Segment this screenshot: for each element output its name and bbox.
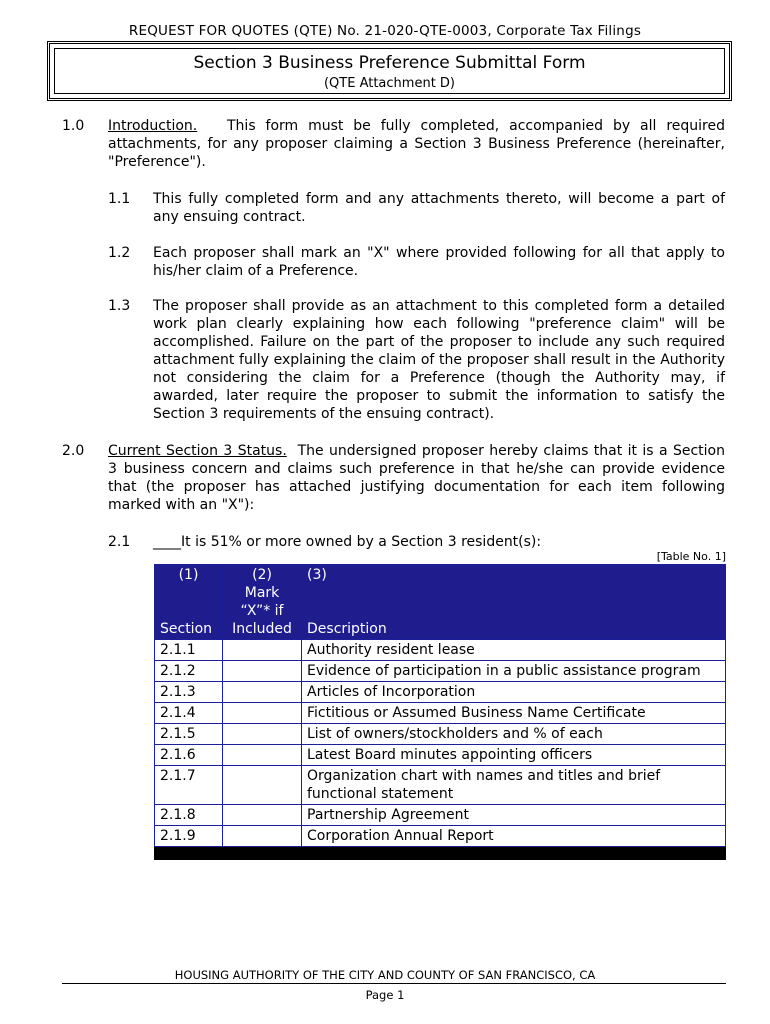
row-mark-cell[interactable] [223, 766, 302, 805]
row-description-cell: Evidence of participation in a public assistance program [302, 661, 726, 682]
row-section-cell: 2.1.5 [155, 724, 223, 745]
row-section-cell: 2.1.3 [155, 682, 223, 703]
row-mark-cell[interactable] [223, 703, 302, 724]
form-title: Section 3 Business Preference Submittal Form [193, 53, 586, 73]
row-section-cell: 2.1.2 [155, 661, 223, 682]
table-row [155, 703, 726, 724]
header-col3-label: Description [307, 621, 387, 637]
header-section-cell [155, 565, 223, 640]
table-row [155, 724, 726, 745]
row-section-cell: 2.1.6 [155, 745, 223, 766]
section-2-1-label: It is 51% or more owned by a Section 3 resident(s): [181, 534, 542, 550]
page-number: Page 1 [365, 988, 405, 1002]
section-1-3-number: 1.3 [108, 298, 131, 314]
footer-organization: HOUSING AUTHORITY OF THE CITY AND COUNTY OF SAN FRANCISCO, CA [174, 968, 596, 982]
table-header-row [155, 565, 726, 640]
row-description-cell: Latest Board minutes appointing officers [302, 745, 726, 766]
row-description-cell: Authority resident lease [302, 640, 726, 661]
section-1-paragraph [108, 117, 725, 171]
header-col2-x: “X”* if [240, 603, 284, 619]
row-mark-cell[interactable] [223, 682, 302, 703]
section-2-paragraph [108, 442, 725, 514]
form-subtitle: (QTE Attachment D) [323, 76, 455, 91]
table-row [155, 826, 726, 847]
row-section-cell: 2.1.7 [155, 766, 223, 805]
section-1-number: 1.0 [62, 118, 85, 134]
section-2-number: 2.0 [62, 443, 85, 459]
row-description-cell: Corporation Annual Report [302, 826, 726, 847]
section-2-1-number: 2.1 [108, 534, 131, 550]
section-2-heading: Current Section 3 Status. [108, 443, 287, 459]
section-2-text: The undersigned proposer hereby claims that it is a Section 3 business concern and claims such preference in that he/she can provide evidence that (the proposer has attached justifying documentation for each item following marked with an "X"): [108, 443, 725, 513]
row-description-cell: Fictitious or Assumed Business Name Certificate [302, 703, 726, 724]
row-mark-cell[interactable] [223, 640, 302, 661]
header-col1-number: (1) [178, 567, 199, 583]
row-mark-cell[interactable] [223, 661, 302, 682]
table-number-note: [Table No. 1] [656, 550, 726, 563]
table-footer-bar [155, 847, 726, 860]
row-description-cell: Partnership Agreement [302, 805, 726, 826]
header-col3-number: (3) [307, 567, 327, 583]
row-section-cell: 2.1.1 [155, 640, 223, 661]
table-row [155, 766, 726, 805]
evidence-table [154, 564, 726, 860]
row-section-cell: 2.1.9 [155, 826, 223, 847]
section-1-heading: Introduction. [108, 118, 198, 134]
header-col2-number: (2) [252, 567, 272, 583]
row-mark-cell[interactable] [223, 826, 302, 847]
table-row [155, 745, 726, 766]
document-header: REQUEST FOR QUOTES (QTE) No. 21-020-QTE-0003, Corporate Tax Filings [128, 23, 642, 39]
section-1-2-number: 1.2 [108, 245, 131, 261]
section-1-text: This form must be fully completed, accompanied by all required attachments, for any proposer claiming a Section 3 Business Preference (hereinafter, "Preference"). [108, 118, 725, 170]
header-col1-label: Section [160, 621, 213, 637]
row-description-cell: Articles of Incorporation [302, 682, 726, 703]
table-row [155, 682, 726, 703]
row-description-cell: Organization chart with names and titles and brief functional statement [302, 766, 726, 805]
section-1-2-text: Each proposer shall mark an "X" where provided following for all that apply to his/her claim of a Preference. [153, 245, 725, 279]
ownership-blank-field[interactable]: ____ [153, 534, 181, 550]
header-col2-mark: Mark [244, 585, 280, 601]
row-description-cell: List of owners/stockholders and % of each [302, 724, 726, 745]
section-2-1-text [153, 533, 541, 551]
table-row [155, 805, 726, 826]
table-row [155, 661, 726, 682]
section-1-1-text: This fully completed form and any attachments thereto, will become a part of any ensuing contract. [153, 191, 725, 225]
section-1-1-number: 1.1 [108, 191, 131, 207]
row-mark-cell[interactable] [223, 805, 302, 826]
table-row [155, 640, 726, 661]
row-mark-cell[interactable] [223, 724, 302, 745]
header-mark-cell [223, 565, 302, 640]
row-mark-cell[interactable] [223, 745, 302, 766]
header-description-cell [302, 565, 726, 640]
row-section-cell: 2.1.4 [155, 703, 223, 724]
row-section-cell: 2.1.8 [155, 805, 223, 826]
section-1-3-text: The proposer shall provide as an attachment to this completed form a detailed work plan clearly explaining how each following "preference claim" will be accomplished. Failure on the part of the proposer to include any such required attachment fully explaining the claim of the proposer shall result in the Authority not considering the claim for a Preference (though the Authority may, if awarded, later require the proposer to submit the information to satisfy the Section 3 requirements of the ensuing contract). [153, 298, 725, 422]
header-col2-label: Included [232, 621, 292, 637]
footer-rule [62, 983, 726, 984]
